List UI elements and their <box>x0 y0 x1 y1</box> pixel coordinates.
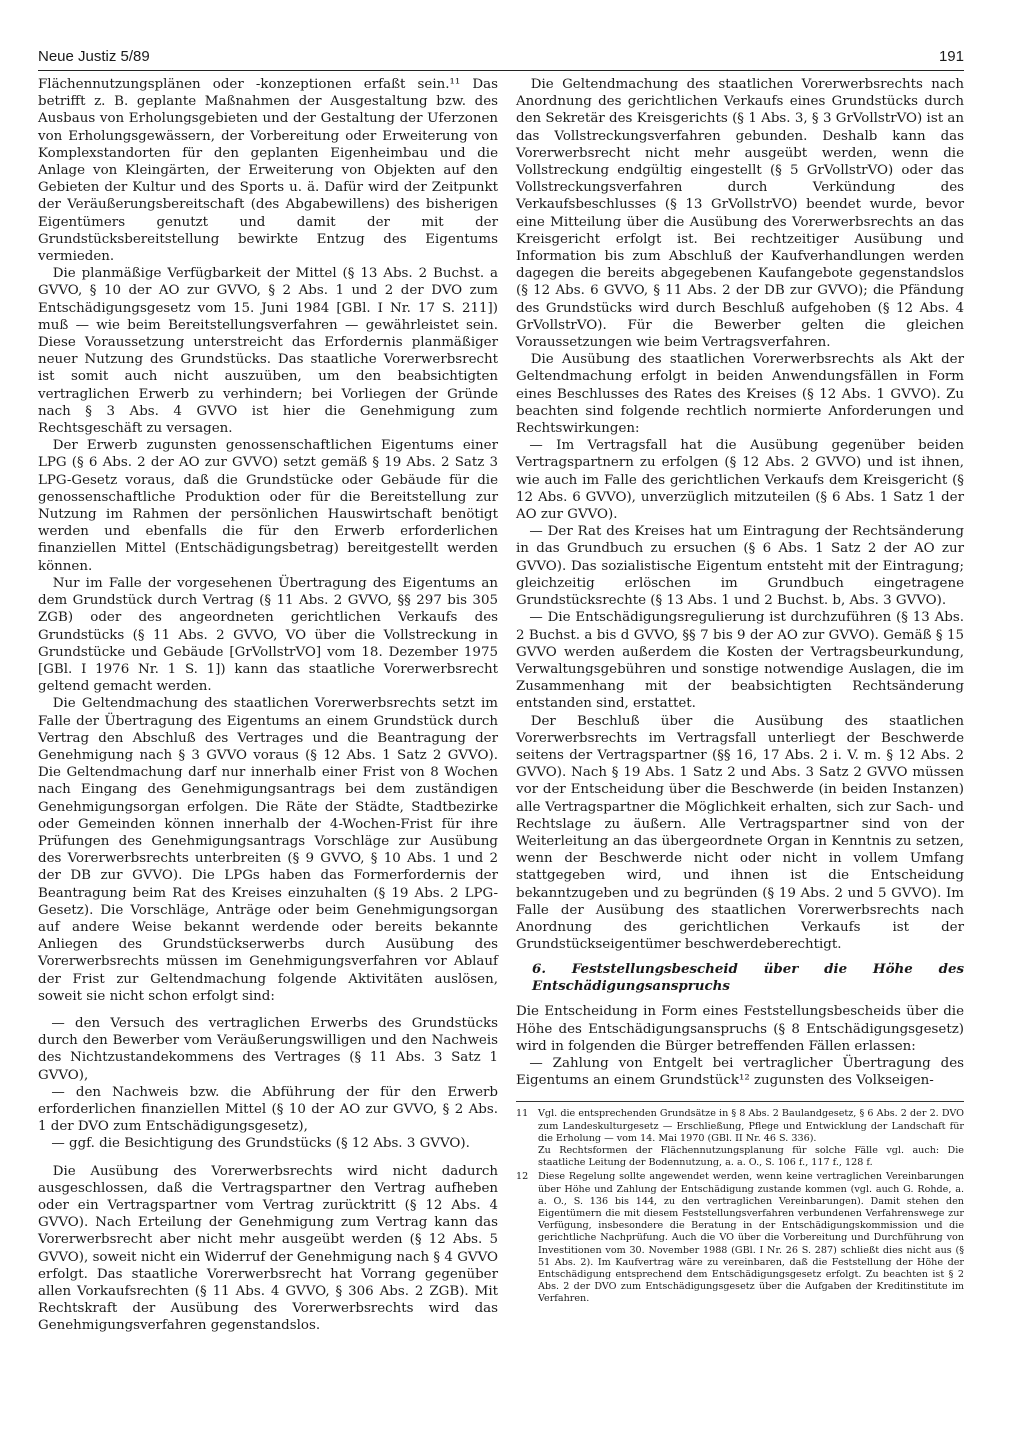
left-column <box>38 76 498 1335</box>
footnotes <box>516 1101 964 1305</box>
footnote-number: 11 <box>516 1108 529 1120</box>
page-number: 191 <box>938 48 964 65</box>
footnote <box>516 1171 964 1305</box>
section-heading: 6. Feststellungsbescheid über die Höhe des Entschädigungsanspruchs <box>532 961 964 995</box>
list-item: — Der Rat des Kreises hat um Eintragung der Rechtsänderung in das Grundbuch zu ersuchen (§ 6 Abs. 1 Satz 2 der AO zur GVVO). Das sozialistische Eigentum entsteht mit der Eintragung; gleichzeitig erlöschen im Grundbuch eingetragene Grundstücksrechte (§ 13 Abs. 1 und 2 Buchst. b, Abs. 3 GVVO). <box>516 524 964 609</box>
list-item: — ggf. die Besichtigung des Grundstücks (§ 12 Abs. 3 GVVO). <box>51 1136 470 1152</box>
paragraph: Die planmäßige Verfügbarkeit der Mittel (§ 13 Abs. 2 Buchst. a GVVO, § 10 der AO zur GVVO, § 2 Abs. 1 und 2 der DVO zum Entschädigungsgesetz vom 15. Juni 1984 [GBl. I Nr. 17 S. 211]) muß — wie beim Bereitstellungsverfahren — gewährleistet sein. Diese Voraussetzung unterstreicht das Erfordernis planmäßiger neuer Nutzung des Grundstücks. Das staatliche Vorerwerbsrecht ist somit auch nicht auszuüben, um den beabsichtigten vertraglichen Erwerb zu verhindern; bei Vorliegen der Gründe nach § 3 Abs. 4 GVVO ist hier die Genehmigung zum Rechtsgeschäft zu versagen. <box>38 266 498 437</box>
page-header <box>38 44 964 71</box>
footnote-text: Vgl. die entsprechenden Grundsätze in § 8 Abs. 2 Baulandgesetz, § 6 Abs. 2 der 2. DVO zum Landeskulturgesetz — Erschließung, Pflege und Entwicklung der Landschaft für die Erholung — vom 14. Mai 1970 (GBl. II Nr. 46 S. 336). <box>538 1108 964 1144</box>
paragraph: Die Geltendmachung des staatlichen Vorerwerbsrechts setzt im Falle der Übertragung des Eigentums an einem Grundstück durch Vertrag den Abschluß des Vertrages und die Beantragung der Genehmigung nach § 3 GVVO voraus (§ 12 Abs. 1 Satz 2 GVVO). Die Geltendmachung darf nur innerhalb einer Frist von 8 Wochen nach Eingang des Genehmigungsantrags bei dem zuständigen Genehmigungsorgan erfolgen. Die Räte der Städte, Stadtbezirke oder Gemeinden können innerhalb der 4-Wochen-Frist für ihre Prüfungen des Genehmigungsantrags Vorschläge zur Ausübung des Vorerwerbsrechts unterbreiten (§ 9 GVVO, § 10 Abs. 1 und 2 der DB zur GVVO). Die LPGs haben das Formerfordernis der Beantragung beim Rat des Kreises einzuhalten (§ 19 Abs. 2 LPG-Gesetz). Die Vorschläge, Anträge oder beim Genehmigungsorgan auf andere Weise bekannt werdende oder bereits bekannte Anliegen des Grundstückserwerbs durch Ausübung des Vorerwerbsrechts müssen im Genehmigungsverfahren vor Ablauf der Frist zur Geltendmachung folgende Aktivitäten auslösen, soweit sie nicht schon erfolgt sind: <box>38 696 498 1004</box>
paragraph: Der Erwerb zugunsten genossenschaftlichen Eigentums einer LPG (§ 6 Abs. 2 der AO zur GVVO) setzt gemäß § 19 Abs. 2 Satz 3 LPG-Gesetz voraus, daß die Grundstücke oder Gebäude für die genossenschaftliche Produktion oder für die Bereitstellung zur Nutzung im Rahmen der persönlichen Hauswirtschaft benötigt werden und ebenfalls die für den Erwerb erforderlichen finanziellen Mittel (Entschädigungsbetrag) bereitgestellt werden können. <box>38 438 498 574</box>
paragraph: Die Entscheidung in Form eines Feststellungsbescheids über die Höhe des Entschädigungsanspruchs (§ 8 Entschädigungsgesetz) wird in folgenden die Bürger betreffenden Fällen erlassen: <box>516 1004 964 1054</box>
list-item: — Zahlung von Entgelt bei vertraglicher Übertragung des Eigentums an einem Grundstück¹² zugunsten des Volkseigen- <box>516 1055 964 1089</box>
footnote-text: Diese Regelung sollte angewendet werden, wenn keine vertraglichen Vereinbarungen über Höhe und Zahlung der Entschädigung zustande kommen (vgl. auch G. Rohde, a. a. O., S. 136 bis 144, zu den vertraglichen Vereinbarungen). Damit stehen den Eigentümern die mit diesem Feststellungsverfahren verbundenen Verfahrenswege zur Verfügung, insbesondere die Beratung in der Entschädigungskommission und die gerichtliche Nachprüfung. Auch die VO über die Vorbereitung und Durchführung von Investitionen vom 30. November 1988 (GBl. I Nr. 26 S. 287) schließt dies nicht aus (§ 51 Abs. 2). Im Kaufvertrag wäre zu vereinbaren, daß die Feststellung der Höhe der Entschädigung entsprechend dem Entschädigungsgesetz erfolgt. Zu beachten ist § 2 Abs. 2 der DVO zum Entschädigungsgesetz über die Aufgaben der Kreditinstitute im Verfahren. <box>538 1171 964 1305</box>
list-item: — den Nachweis bzw. die Abführung der für den Erwerb erforderlichen finanziellen Mittel (§ 10 der AO zur GVVO, § 2 Abs. 1 der DVO zum Entschädigungsgesetz), <box>38 1084 498 1135</box>
list-item: — Die Entschädigungsregulierung ist durchzuführen (§ 13 Abs. 2 Buchst. a bis d GVVO, §§ 7 bis 9 der AO zur GVVO). Gemäß § 15 GVVO werden außerdem die Kosten der Vertragsbeurkundung, Verwaltungsgebühren und sonstige notwendige Auslagen, die im Zusammenhang mit der beabsichtigten Rechtsänderung entstanden sind, erstattet. <box>516 610 964 712</box>
list-item: — den Versuch des vertraglichen Erwerbs des Grundstücks durch den Bewerber vom Veräußerungswilligen und den Nachweis des Nichtzustandekommens des Vertrages (§ 11 Abs. 3 Satz 1 GVVO), <box>38 1015 498 1083</box>
paragraph: Die Ausübung des Vorerwerbsrechts wird nicht dadurch ausgeschlossen, daß die Vertragspartner den Vertrag aufheben oder ein Vertragspartner vom Vertrag zurücktritt (§ 12 Abs. 4 GVVO). Nach Erteilung der Genehmigung zum Vertrag kann das Vorerwerbsrecht aber nicht mehr ausgeübt werden (§ 12 Abs. 5 GVVO), soweit nicht ein Widerruf der Genehmigung nach § 4 GVVO erfolgt. Das staatliche Vorerwerbsrecht hat Vorrang gegenüber allen Vorkaufsrechten (§ 11 Abs. 4 GVVO, § 306 Abs. 2 ZGB). Mit Rechtskraft der Ausübung des Vorerwerbsrechts wird das Genehmigungsverfahren gegenstandslos. <box>38 1163 498 1334</box>
paragraph: Der Beschluß über die Ausübung des staatlichen Vorerwerbsrechts im Vertragsfall unterliegt der Beschwerde seitens der Vertragspartner (§§ 16, 17 Abs. 2 i. V. m. § 12 Abs. 2 GVVO). Nach § 19 Abs. 1 Satz 2 und Abs. 3 Satz 2 GVVO müssen vor der Entscheidung über die Beschwerde (in beiden Instanzen) alle Vertragspartner die Möglichkeit erhalten, sich zur Sach- und Rechtslage zu äußern. Alle Vertragspartner sind von der Weiterleitung an das übergeordnete Organ in Kenntnis zu setzen, wenn der Beschwerde nicht oder nicht in vollem Umfang stattgegeben wird, und ihnen ist die Entscheidung bekanntzugeben und zu begründen (§ 19 Abs. 2 und 5 GVVO). Im Falle der Ausübung des staatlichen Vorerwerbsrechts nach Anordnung des gerichtlichen Verkaufs ist der Grundstückseigentümer beschwerdeberechtigt. <box>516 713 964 953</box>
paragraph: Die Ausübung des staatlichen Vorerwerbsrechts als Akt der Geltendmachung erfolgt in beiden Anwendungsfällen in Form eines Beschlusses des Rates des Kreises (§ 12 Abs. 1 GVVO). Zu beachten sind folgende rechtlich normierte Anforderungen und Rechtswirkungen: <box>516 352 964 437</box>
paragraph: Nur im Falle der vorgesehenen Übertragung des Eigentums an dem Grundstück durch Vertrag (§ 11 Abs. 2 GVVO, §§ 297 bis 305 ZGB) oder des angeordneten gerichtlichen Verkaufs des Grundstücks (§ 11 Abs. 2 GVVO, VO über die Vollstreckung in Grundstücke und Gebäude [GrVollstrVO] vom 18. Dezember 1975 [GBl. I 1976 Nr. 1 S. 1]) kann das staatliche Vorerwerbsrecht geltend gemacht werden. <box>38 575 498 695</box>
list-item: — Im Vertragsfall hat die Ausübung gegenüber beiden Vertragspartnern zu erfolgen (§ 12 Abs. 2 GVVO) und ist ihnen, wie auch im Falle des gerichtlichen Verkaufs dem Kreisgericht (§ 12 Abs. 6 GVVO), unverzüglich mitzuteilen (§ 6 Abs. 1 Satz 1 der AO zur GVVO). <box>516 438 964 523</box>
paragraph: Flächennutzungsplänen oder -konzeptionen erfaßt sein.¹¹ Das betrifft z. B. geplante Maßnahmen der Ausgestaltung bzw. des Ausbaus von Erholungsgebieten und der Gestaltung der Uferzonen von Erholungsgewässern, der Vorbereitung oder Erweiterung von Komplexstandorten für den geplanten Eigenheimbau und die Anlage von Kleingärten, der Erweiterung von Objekten auf den Gebieten der Kultur und des Sports u. ä. Dafür wird der Zeitpunkt der Veräußerungsbereitschaft (des Abgabewillens) des bisherigen Eigentümers genutzt und damit der mit der Grundstücksbereitstellung bewirkte Entzug des Eigentums vermieden. <box>38 77 498 265</box>
journal-title: Neue Justiz 5/89 <box>38 48 150 65</box>
right-column <box>516 76 964 1308</box>
footnote <box>516 1108 964 1169</box>
footnote-text: Zu Rechtsformen der Flächennutzungsplanung für solche Fälle vgl. auch: Die staatliche Leitung der Bodennutzung, a. a. O., S. 106 f., 117 f., 128 f. <box>538 1144 964 1169</box>
footnote-number: 12 <box>516 1171 529 1183</box>
paragraph: Die Geltendmachung des staatlichen Vorerwerbsrechts nach Anordnung des gerichtlichen Verkaufs eines Grundstücks durch den Sekretär des Kreisgerichts (§ 1 Abs. 3, § 3 GrVollstrVO) ist an das Vollstreckungsverfahren gebunden. Deshalb kann das Vorerwerbsrecht nicht mehr ausgeübt werden, wenn die Vollstreckung endgültig eingestellt (§ 5 GrVollstrVO) oder das Vollstreckungsverfahren durch Verkündung des Verkaufsbeschlusses (§ 13 GrVollstrVO) beendet wurde, bevor eine Mitteilung über die Ausübung des Vorerwerbsrechts an das Kreisgericht erfolgt ist. Bei rechtzeitiger Ausübung und Information bis zum Abschluß der Kaufverhandlungen werden dagegen die bereits abgegebenen Kaufangebote gegenstandslos (§ 12 Abs. 6 GVVO, § 11 Abs. 2 der DB zur GVVO); die Pfändung des Grundstücks wird durch Beschluß aufgehoben (§ 12 Abs. 4 GrVollstrVO). Für die Bewerber gelten die gleichen Voraussetzungen wie beim Vertragsverfahren. <box>516 77 964 351</box>
